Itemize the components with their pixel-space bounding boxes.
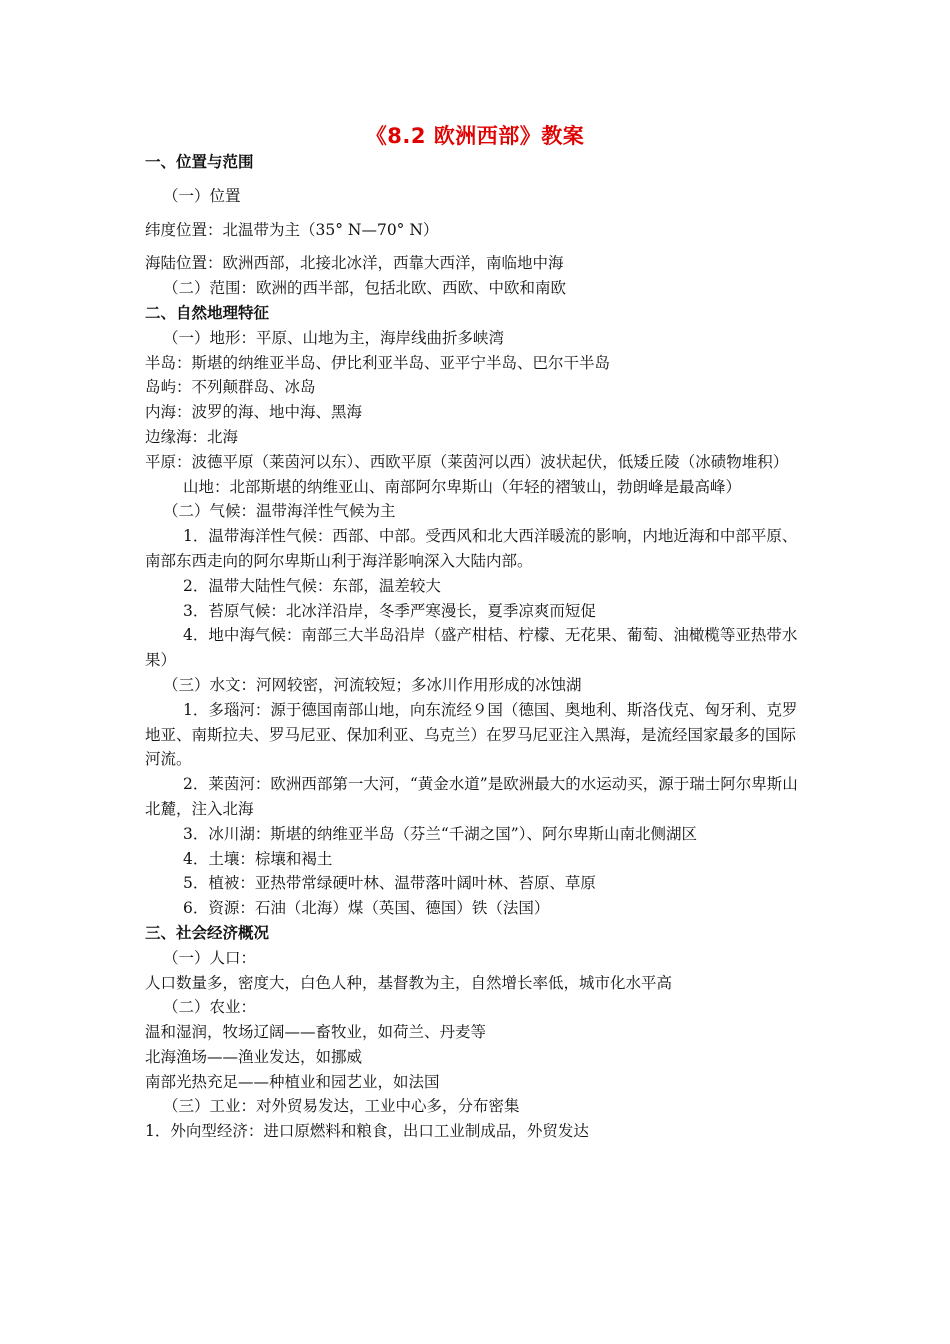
islands: 岛屿：不列颠群岛、冰岛 bbox=[145, 378, 316, 397]
industry-export-economy: 1．外向型经济：进口原燃料和粮食，出口工业制成品，外贸发达 bbox=[145, 1122, 589, 1141]
marginal-seas: 边缘海：北海 bbox=[145, 427, 239, 446]
danube: 1．多瑙河：源于德国南部山地，向东流经９国（德国、奥地利、斯洛伐克、匈牙利、克罗地亚、南斯拉夫、罗马尼亚、保加利亚、乌克兰）在罗马尼亚注入黑海，是流经国家最多的国际河流。 bbox=[145, 700, 798, 769]
section-heading-3: 三、社会经济概况 bbox=[145, 923, 270, 942]
agriculture-fishery: 北海渔场——渔业发达，如挪威 bbox=[145, 1047, 363, 1066]
section-heading-1: 一、位置与范围 bbox=[145, 153, 254, 171]
subsection-industry: （三）工业：对外贸易发达，工业中心多，分布密集 bbox=[163, 1097, 520, 1116]
agriculture-livestock: 温和湿润，牧场辽阔——畜牧业，如荷兰、丹麦等 bbox=[145, 1023, 487, 1042]
subsection-position: （一）位置 bbox=[163, 186, 241, 205]
land-sea-position: 海陆位置：欧洲西部，北接北冰洋，西靠大西洋，南临地中海 bbox=[145, 254, 564, 273]
climate-1: 1．温带海洋性气候：西部、中部。受西风和北大西洋暖流的影响，内地近海和中部平原、南部东西走向的阿尔卑斯山利于海洋影响深入大陆内部。 bbox=[145, 527, 798, 570]
section-heading-2: 二、自然地理特征 bbox=[145, 303, 270, 322]
climate-4: 4．地中海气候：南部三大半岛沿岸（盛产柑桔、柠檬、无花果、葡萄、油橄榄等亚热带水果） bbox=[145, 626, 798, 670]
subsection-population: （一）人口： bbox=[163, 948, 257, 967]
subsection-climate: （二）气候：温带海洋性气候为主 bbox=[163, 502, 396, 521]
mountains: 山地：北部斯堪的纳维亚山、南部阿尔卑斯山（年轻的褶皱山，勃朗峰是最高峰） bbox=[183, 477, 742, 496]
resources: 6．资源：石油（北海）煤（英国、德国）铁（法国） bbox=[183, 899, 550, 918]
inland-seas: 内海：波罗的海、地中海、黑海 bbox=[145, 403, 363, 422]
subsection-terrain: （一）地形：平原、山地为主，海岸线曲折多峡湾 bbox=[163, 328, 505, 347]
latitude-position: 纬度位置：北温带为主（35° N—70° N） bbox=[145, 220, 439, 239]
rhine: 2．莱茵河：欧洲西部第一大河，“黄金水道”是欧洲最大的水运动买，源于瑞士阿尔卑斯山北麓，注入北海 bbox=[145, 775, 798, 818]
climate-3: 3．苔原气候：北冰洋沿岸，冬季严寒漫长，夏季凉爽而短促 bbox=[183, 601, 596, 620]
vegetation: 5．植被：亚热带常绿硬叶林、温带落叶阔叶林、苔原、草原 bbox=[183, 874, 596, 893]
subsection-agriculture: （二）农业： bbox=[163, 998, 257, 1017]
subsection-hydrology: （三）水文：河网较密，河流较短；多冰川作用形成的冰蚀湖 bbox=[163, 675, 582, 694]
document-title: 《8.2 欧洲西部》教案 bbox=[365, 124, 585, 148]
subsection-range: （二）范围：欧洲的西半部，包括北欧、西欧、中欧和南欧 bbox=[163, 279, 567, 298]
agriculture-planting: 南部光热充足——种植业和园艺业，如法国 bbox=[145, 1072, 440, 1091]
peninsulas: 半岛：斯堪的纳维亚半岛、伊比利亚半岛、亚平宁半岛、巴尔干半岛 bbox=[145, 353, 611, 372]
soil: 4．土壤：棕壤和褐土 bbox=[183, 849, 333, 868]
document-body bbox=[145, 150, 805, 1144]
plains: 平原：波德平原（莱茵河以东）、西欧平原（莱茵河以西）波状起伏，低矮丘陵（冰碛物堆积） bbox=[145, 452, 789, 471]
climate-2: 2．温带大陆性气候：东部，温差较大 bbox=[183, 576, 441, 595]
glacial-lakes: 3．冰川湖：斯堪的纳维亚半岛（芬兰“千湖之国”）、阿尔卑斯山南北侧湖区 bbox=[183, 824, 697, 843]
population-details: 人口数量多，密度大，白色人种，基督教为主，自然增长率低，城市化水平高 bbox=[145, 973, 673, 992]
